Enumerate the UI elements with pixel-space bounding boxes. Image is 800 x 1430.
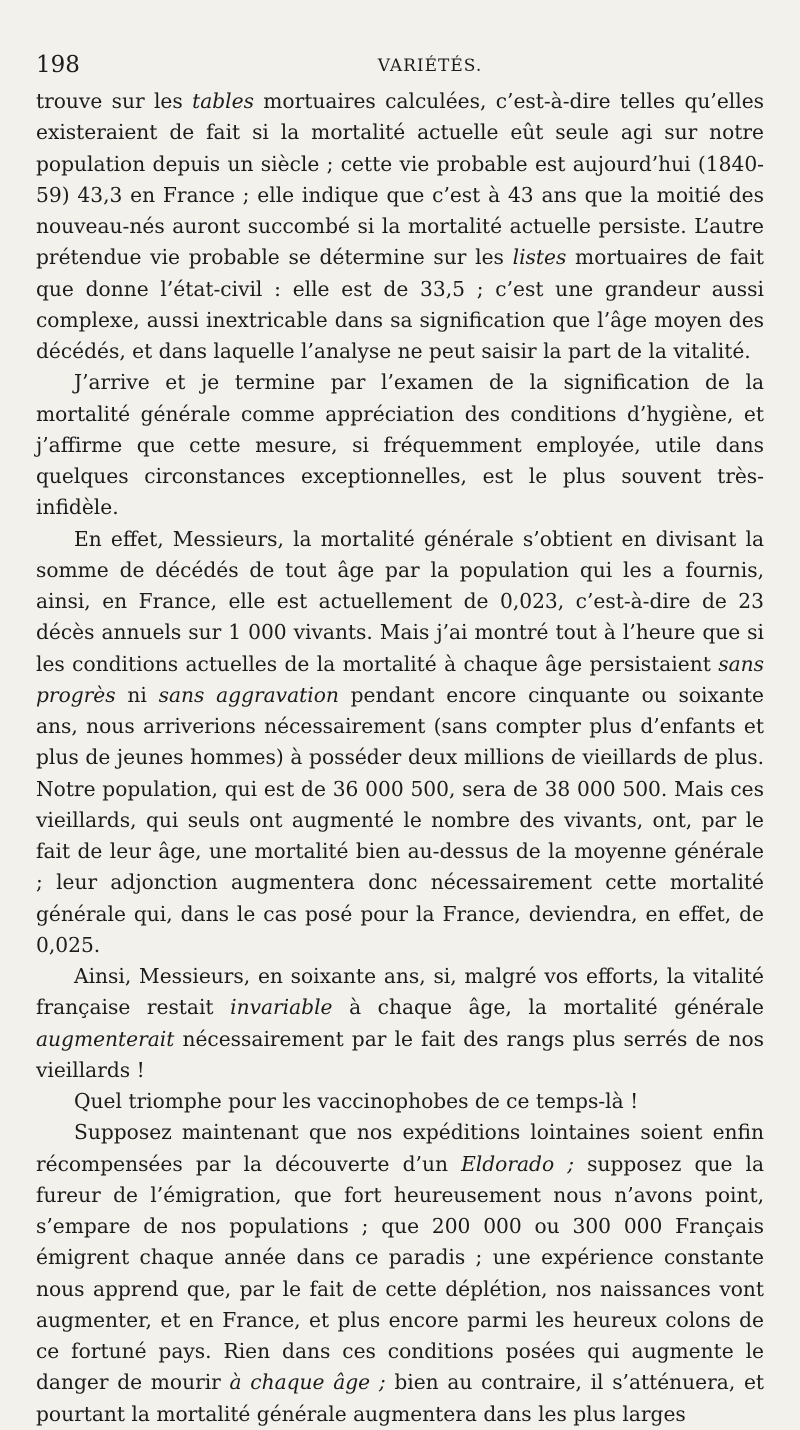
running-head: VARIÉTÉS. [377, 56, 483, 76]
text-run: bien au contraire, il s’atténuera, et pourtant la mortalité générale augmentera dans les plus larges [36, 1370, 765, 1426]
text-run: mortuaires de fait que donne l’état-civil : elle est de 33,5 ; c’est une grandeur aussi complexe, aussi inextricable dans sa signification que l’âge moyen des décédés, et dans laquelle l’analyse ne peut saisir la part de la vitalité. [36, 245, 764, 363]
paragraph [36, 1086, 764, 1117]
text-run: Quel triomphe pour les vaccinophobes de ce temps-là ! [74, 1089, 639, 1113]
italic-text: sans aggravation [158, 682, 339, 707]
body-text [36, 86, 764, 1430]
text-run: J’arrive et je termine par l’examen de la signification de la mortalité générale comme appréciation des conditions d’hygiène, et j’affirme que cette mesure, si fréquemment employée, utile dans quelques circonstances exceptionnelles, est le plus souvent très-infidèle. [36, 370, 764, 520]
text-run: trouve sur les [36, 89, 193, 113]
page-number: 198 [36, 52, 80, 78]
text-run: supposez que la fureur de l’émigration, que fort heureusement nous n’avons point, s’empare de nos populations ; que 200 000 ou 300 000 Français émigrent chaque année dans ce paradis ; une expérience constante nous apprend que, par le fait de cette déplétion, nos naissances vont augmenter, et en France, et plus encore parmi les heureux colons de ce fortuné pays. Rien dans ces conditions posées qui augmente le danger de mourir [36, 1151, 765, 1395]
italic-text: à chaque âge ; [229, 1370, 386, 1395]
text-run: mortuaires calculées, c’est-à-dire telles qu’elles existeraient de fait si la mortalité actuelle eût seule agi sur notre population depuis un siècle ; cette vie probable est aujourd’hui (1840-59) 43,3 en France ; elle indique que c’est à 43 ans que la moitié des nouveau-nés auront succombé si la mortalité actuelle persiste. L’autre prétendue vie probable se détermine sur les [36, 89, 764, 270]
italic-text: tables [192, 89, 254, 113]
paragraph [36, 961, 764, 1086]
italic-text: augmenterait [36, 1026, 175, 1051]
text-run: à chaque âge, la mortalité générale [332, 995, 764, 1020]
text-run: Supposez maintenant que nos expéditions lointaines soient enfin récompensées par la découverte d’un [36, 1120, 764, 1176]
text-run: nécessairement par le fait des rangs plus serrés de nos vieillards ! [36, 1026, 764, 1082]
italic-text: invariable [230, 995, 333, 1020]
paragraph [36, 367, 764, 523]
text-run: En effet, Messieurs, la mortalité générale s’obtient en divisant la somme de décédés de tout âge par la population qui les a fournis, ainsi, en France, elle est actuellement de 0,023, c’est-à-dire de 23 décès annuels sur 1 000 vivants. Mais j’ai montré tout à l’heure que si les conditions actuelles de la mortalité à chaque âge persistaient [36, 526, 764, 676]
paragraph [36, 524, 764, 962]
italic-text: listes [512, 245, 567, 270]
italic-text: sans progrès [36, 651, 764, 707]
page-header [36, 46, 764, 86]
text-run: Ainsi, Messieurs, en soixante ans, si, malgré vos efforts, la vitalité française restait [36, 964, 764, 1020]
text-run: pendant encore cinquante ou soixante ans, nous arriverions nécessairement (sans compter plus d’enfants et plus de jeunes hommes) à posséder deux millions de vieillards de plus. Notre population, qui est de 36 000 500, sera de 38 000 500. Mais ces vieillards, qui seuls ont augmenté le nombre des vivants, ont, par le fait de leur âge, une mortalité bien au-dessus de la moyenne générale ; leur adjonction augmentera donc nécessairement cette mortalité générale qui, dans le cas posé pour la France, deviendra, en effet, de 0,025. [36, 682, 764, 957]
italic-text: Eldorado ; [461, 1151, 575, 1176]
paragraph [36, 1117, 764, 1430]
paragraph [36, 86, 764, 367]
text-run: ni [115, 682, 159, 707]
